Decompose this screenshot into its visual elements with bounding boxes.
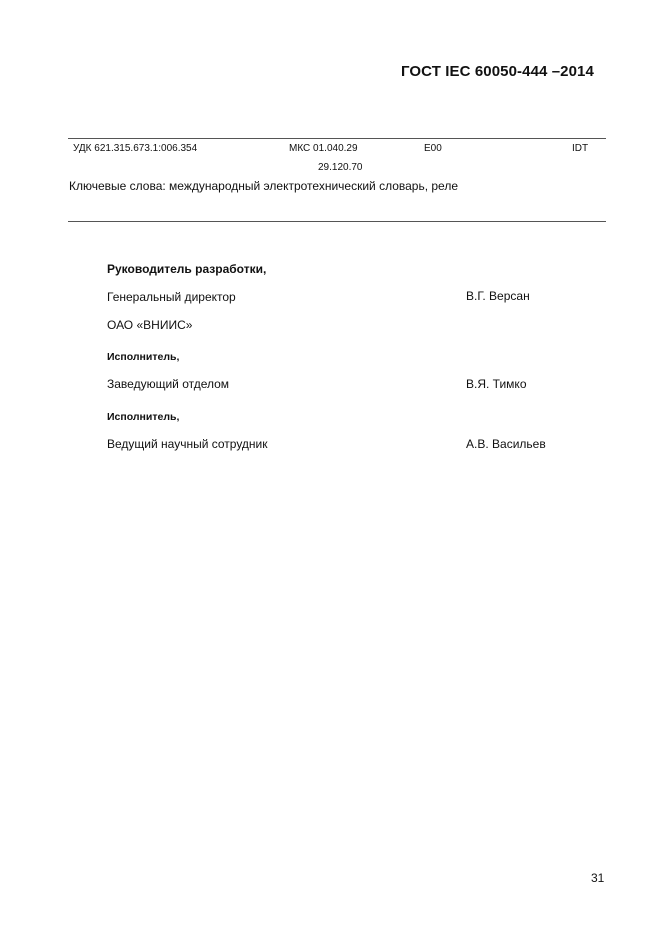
bottom-divider <box>68 221 606 222</box>
okstu-code: Е00 <box>424 143 442 154</box>
udk-code: УДК 621.315.673.1:006.354 <box>73 143 198 154</box>
page-number: 31 <box>591 871 605 885</box>
keywords-line: Ключевые слова: международный электротехнический словарь, реле <box>69 179 459 193</box>
lead-heading: Руководитель разработки, <box>107 262 267 276</box>
executor2-position: Ведущий научный сотрудник <box>107 437 268 451</box>
mks-code-1: МКС 01.040.29 <box>289 143 358 154</box>
top-divider <box>68 138 606 139</box>
executor2-heading: Исполнитель, <box>107 411 180 423</box>
organization-name: ОАО «ВНИИС» <box>107 318 193 332</box>
executor1-name: В.Я. Тимко <box>466 377 527 391</box>
executor2-name: А.В. Васильев <box>466 437 546 451</box>
lead-position: Генеральный директор <box>107 290 236 304</box>
mks-code-2: 29.120.70 <box>318 162 363 173</box>
lead-name: В.Г. Версан <box>466 289 530 303</box>
degree-of-correspondence: IDT <box>572 143 589 154</box>
executor1-position: Заведующий отделом <box>107 377 230 391</box>
executor1-heading: Исполнитель, <box>107 351 180 363</box>
standard-designation: ГОСТ IEC 60050-444 –2014 <box>401 63 594 80</box>
